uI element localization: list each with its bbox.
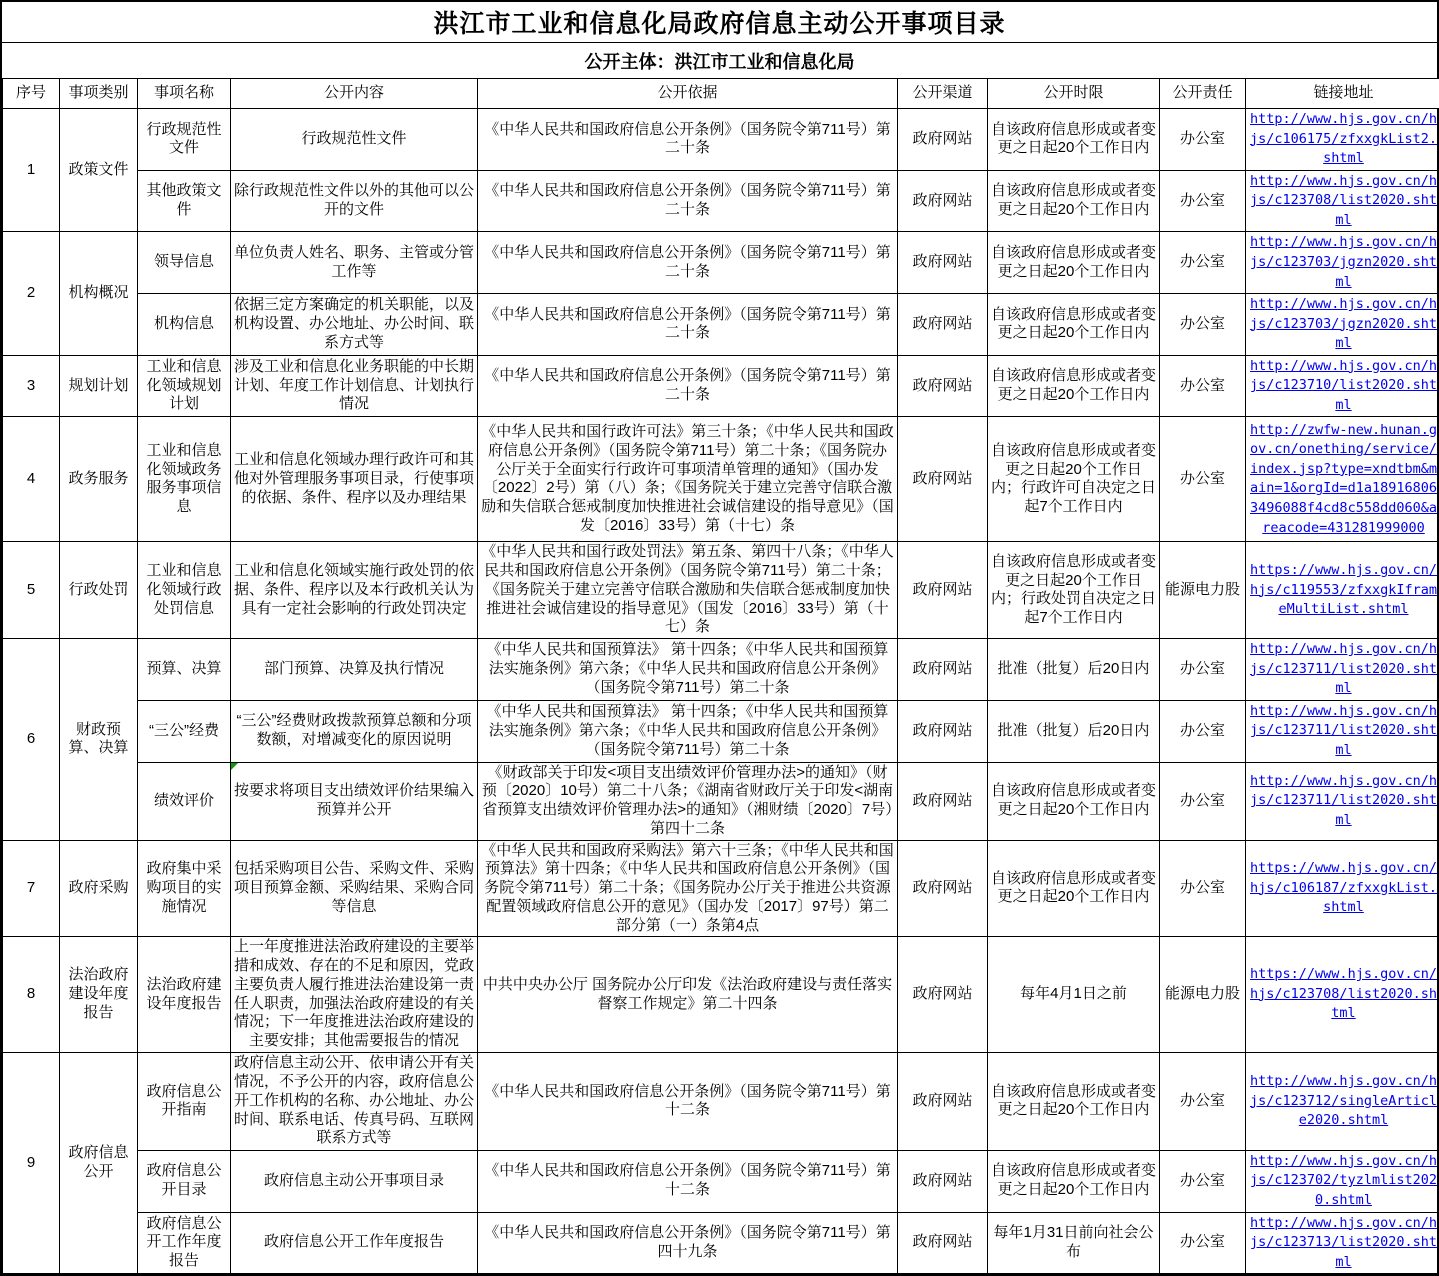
cell-responsibility: 办公室 (1160, 109, 1246, 171)
link-url[interactable]: http://www.hjs.gov.cn/hjs/c123708/list2020.shtml (1249, 172, 1438, 231)
cell-basis: 《中华人民共和国政府信息公开条例》（国务院令第711号）第二十条 (478, 109, 898, 171)
cell-responsibility: 办公室 (1160, 232, 1246, 294)
cell-content: 政府信息主动公开事项目录 (231, 1150, 478, 1212)
cell-category: 财政预算、决算 (60, 639, 138, 840)
cell-link (1246, 639, 1439, 701)
cell-link (1246, 542, 1439, 639)
link-url[interactable]: http://www.hjs.gov.cn/hjs/c123703/jgzn2020.shtml (1249, 295, 1438, 354)
cell-channel: 政府网站 (898, 1052, 988, 1150)
cell-name: 工业和信息化领域政务服务事项信息 (138, 417, 231, 542)
cell-responsibility: 能源电力股 (1160, 937, 1246, 1053)
table-header-row (3, 79, 1439, 109)
cell-basis: 《中华人民共和国政府信息公开条例》（国务院令第711号）第十二条 (478, 1150, 898, 1212)
table-row (3, 232, 1439, 294)
cell-name: 预算、决算 (138, 639, 231, 701)
cell-time-limit: 自该政府信息形成或者变更之日起20个工作日内；行政处罚自决定之日起7个工作日内 (988, 542, 1160, 639)
cell-link (1246, 109, 1439, 171)
cell-link (1246, 700, 1439, 762)
cell-time-limit: 自该政府信息形成或者变更之日起20个工作日内 (988, 840, 1160, 937)
cell-channel: 政府网站 (898, 840, 988, 937)
cell-basis: 《中华人民共和国政府信息公开条例》（国务院令第711号）第二十条 (478, 170, 898, 232)
cell-link (1246, 937, 1439, 1053)
cell-no: 1 (3, 109, 60, 232)
table-row (3, 294, 1439, 356)
cell-channel: 政府网站 (898, 232, 988, 294)
cell-basis: 中共中央办公厅 国务院办公厅印发《法治政府建设与责任落实督察工作规定》第二十四条 (478, 937, 898, 1053)
link-url[interactable]: http://www.hjs.gov.cn/hjs/c123702/tyzlmlist2020.shtml (1249, 1152, 1438, 1211)
cell-basis: 《中华人民共和国预算法》 第十四条；《中华人民共和国预算法实施条例》第六条；《中华人民共和国政府信息公开条例》（国务院令第711号）第二十条 (478, 639, 898, 701)
cell-no: 6 (3, 639, 60, 840)
cell-name: 其他政策文件 (138, 170, 231, 232)
cell-link (1246, 1212, 1439, 1274)
cell-link (1246, 355, 1439, 417)
cell-name: 政府信息公开目录 (138, 1150, 231, 1212)
cell-time-limit: 自该政府信息形成或者变更之日起20个工作日内 (988, 232, 1160, 294)
cell-basis: 《中华人民共和国行政处罚法》第五条、第四十八条；《中华人民共和国政府信息公开条例》（国务院令第711号）第二十条；《国务院关于建立完善守信联合激励和失信联合惩戒制度加快推进社会诚信建设的指导意见》（国发〔2016〕33号）第（十七）条 (478, 542, 898, 639)
column-header-col-category: 事项类别 (60, 79, 138, 109)
table-row (3, 639, 1439, 701)
cell-basis: 《中华人民共和国政府信息公开条例》（国务院令第711号）第二十条 (478, 294, 898, 356)
table-row (3, 840, 1439, 937)
table-row (3, 542, 1439, 639)
cell-corner-marker (231, 763, 238, 770)
cell-time-limit: 每年4月1日之前 (988, 937, 1160, 1053)
cell-basis: 《中华人民共和国行政许可法》第三十条；《中华人民共和国政府信息公开条例》（国务院令第711号）第二十条；《国务院办公厅关于全面实行行政许可事项清单管理的通知》（国办发〔2022〕2号）第（八）条；《国务院关于建立完善守信联合激励和失信联合惩戒制度加快推进社会诚信建设的指导意见》（国发〔2016〕33号）第（十七）条 (478, 417, 898, 542)
cell-responsibility: 办公室 (1160, 1150, 1246, 1212)
cell-time-limit: 自该政府信息形成或者变更之日起20个工作日内 (988, 762, 1160, 840)
column-header-col-link: 链接地址 (1246, 79, 1439, 109)
cell-time-limit: 自该政府信息形成或者变更之日起20个工作日内 (988, 355, 1160, 417)
link-url[interactable]: http://zwfw-new.hunan.gov.cn/onething/service/index.jsp?type=xndtbm&main=1&orgId=d1a189168063496088f4cd8c558dd060&areacode=431281999000 (1249, 421, 1438, 538)
cell-channel: 政府网站 (898, 355, 988, 417)
link-url[interactable]: http://www.hjs.gov.cn/hjs/c123703/jgzn2020.shtml (1249, 233, 1438, 292)
cell-category: 法治政府建设年度报告 (60, 937, 138, 1053)
cell-basis: 《中华人民共和国政府信息公开条例》（国务院令第711号）第十二条 (478, 1052, 898, 1150)
cell-category: 政府采购 (60, 840, 138, 937)
cell-content: 按要求将项目支出绩效评价结果编入预算并公开 (231, 762, 478, 840)
link-url[interactable]: http://www.hjs.gov.cn/hjs/c123711/list2020.shtml (1249, 640, 1438, 699)
cell-no: 9 (3, 1052, 60, 1273)
column-header-col-time-limit: 公开时限 (988, 79, 1160, 109)
cell-responsibility: 办公室 (1160, 1052, 1246, 1150)
cell-content: 涉及工业和信息化业务职能的中长期计划、年度工作计划信息、计划执行情况 (231, 355, 478, 417)
cell-channel: 政府网站 (898, 542, 988, 639)
cell-link (1246, 762, 1439, 840)
cell-content: 政府信息公开工作年度报告 (231, 1212, 478, 1274)
cell-content: 部门预算、决算及执行情况 (231, 639, 478, 701)
cell-content: 除行政规范性文件以外的其他可以公开的文件 (231, 170, 478, 232)
cell-content: 政府信息主动公开、依申请公开有关情况，不予公开的内容，政府信息公开工作机构的名称、办公地址、办公时间、联系电话、传真号码、互联网联系方式等 (231, 1052, 478, 1150)
cell-basis: 《中华人民共和国政府采购法》第六十三条；《中华人民共和国预算法》第十四条；《中华人民共和国政府信息公开条例》（国务院令第711号）第二十条；《国务院办公厅关于推进公共资源配置领域政府信息公开的意见》（国办发〔2017〕97号）第二部分第（一）条第4点 (478, 840, 898, 937)
column-header-col-content: 公开内容 (231, 79, 478, 109)
link-url[interactable]: https://www.hjs.gov.cn/hjs/c106187/zfxxgkList.shtml (1249, 859, 1438, 918)
cell-no: 4 (3, 417, 60, 542)
column-header-col-responsibility: 公开责任 (1160, 79, 1246, 109)
cell-time-limit: 批准（批复）后20日内 (988, 639, 1160, 701)
cell-responsibility: 办公室 (1160, 1212, 1246, 1274)
cell-channel: 政府网站 (898, 170, 988, 232)
cell-no: 5 (3, 542, 60, 639)
cell-content: 工业和信息化领域实施行政处罚的依据、条件、程序以及本行政机关认为具有一定社会影响的行政处罚决定 (231, 542, 478, 639)
column-header-col-channel: 公开渠道 (898, 79, 988, 109)
cell-channel: 政府网站 (898, 294, 988, 356)
cell-name: 绩效评价 (138, 762, 231, 840)
table-row (3, 355, 1439, 417)
cell-basis: 《中华人民共和国政府信息公开条例》（国务院令第711号）第二十条 (478, 355, 898, 417)
cell-no: 8 (3, 937, 60, 1053)
cell-content: 上一年度推进法治政府建设的主要举措和成效、存在的不足和原因，党政主要负责人履行推进法治建设第一责任人职责，加强法治政府建设的有关情况；下一年度推进法治政府建设的主要安排；其他需要报告的情况 (231, 937, 478, 1053)
cell-content: 行政规范性文件 (231, 109, 478, 171)
cell-name: 法治政府建设年度报告 (138, 937, 231, 1053)
cell-name: 政府信息公开指南 (138, 1052, 231, 1150)
link-url[interactable]: http://www.hjs.gov.cn/hjs/c106175/zfxxgkList2.shtml (1249, 110, 1438, 169)
cell-content: 包括采购项目公告、采购文件、采购项目预算金额、采购结果、采购合同等信息 (231, 840, 478, 937)
cell-content: 依据三定方案确定的机关职能，以及机构设置、办公地址、办公时间、联系方式等 (231, 294, 478, 356)
cell-category: 机构概况 (60, 232, 138, 355)
cell-channel: 政府网站 (898, 762, 988, 840)
cell-time-limit: 自该政府信息形成或者变更之日起20个工作日内 (988, 170, 1160, 232)
cell-basis: 《中华人民共和国政府信息公开条例》（国务院令第711号）第二十条 (478, 232, 898, 294)
cell-no: 7 (3, 840, 60, 937)
cell-basis: 《财政部关于印发<项目支出绩效评价管理办法>的通知》（财预〔2020〕10号）第二十八条；《湖南省财政厅关于印发<湖南省预算支出绩效评价管理办法>的通知》（湘财绩〔2020〕7号）第四十二条 (478, 762, 898, 840)
column-header-col-no: 序号 (3, 79, 60, 109)
table-row (3, 1212, 1439, 1274)
cell-name: 工业和信息化领域行政处罚信息 (138, 542, 231, 639)
cell-time-limit: 自该政府信息形成或者变更之日起20个工作日内；行政许可自决定之日起7个工作日内 (988, 417, 1160, 542)
link-url[interactable]: http://www.hjs.gov.cn/hjs/c123713/list2020.shtml (1249, 1214, 1438, 1273)
cell-name: 行政规范性 文件 (138, 109, 231, 171)
link-url[interactable]: http://www.hjs.gov.cn/hjs/c123712/singleArticle2020.shtml (1249, 1072, 1438, 1131)
cell-channel: 政府网站 (898, 109, 988, 171)
disclosure-items-table (2, 78, 1439, 1274)
cell-name: 领导信息 (138, 232, 231, 294)
link-url[interactable]: https://www.hjs.gov.cn/hjs/c119553/zfxxgkIframeMultiList.shtml (1249, 561, 1438, 620)
table-row (3, 170, 1439, 232)
cell-link (1246, 840, 1439, 937)
cell-category: 规划计划 (60, 355, 138, 417)
cell-channel: 政府网站 (898, 1212, 988, 1274)
cell-name: 工业和信息化领域规划计划 (138, 355, 231, 417)
cell-time-limit: 自该政府信息形成或者变更之日起20个工作日内 (988, 1150, 1160, 1212)
cell-basis: 《中华人民共和国预算法》 第十四条；《中华人民共和国预算法实施条例》第六条；《中华人民共和国政府信息公开条例》（国务院令第711号）第二十条 (478, 700, 898, 762)
cell-responsibility: 办公室 (1160, 840, 1246, 937)
link-url[interactable]: https://www.hjs.gov.cn/hjs/c123708/list2020.shtml (1249, 965, 1438, 1024)
cell-content: 工业和信息化领域办理行政许可和其他对外管理服务事项目录，行使事项的依据、条件、程序以及办理结果 (231, 417, 478, 542)
cell-basis: 《中华人民共和国政府信息公开条例》（国务院令第711号）第四十九条 (478, 1212, 898, 1274)
cell-time-limit: 自该政府信息形成或者变更之日起20个工作日内 (988, 294, 1160, 356)
cell-name: 政府信息公开工作年度报告 (138, 1212, 231, 1274)
cell-responsibility: 办公室 (1160, 417, 1246, 542)
table-row (3, 700, 1439, 762)
table-row (3, 937, 1439, 1053)
cell-name: “三公”经费 (138, 700, 231, 762)
link-url[interactable]: http://www.hjs.gov.cn/hjs/c123711/list2020.shtml (1249, 772, 1438, 831)
table-row (3, 762, 1439, 840)
publisher-subtitle: 公开主体：洪江市工业和信息化局 (2, 43, 1437, 78)
cell-channel: 政府网站 (898, 639, 988, 701)
link-url[interactable]: http://www.hjs.gov.cn/hjs/c123711/list2020.shtml (1249, 702, 1438, 761)
cell-responsibility: 办公室 (1160, 700, 1246, 762)
cell-responsibility: 能源电力股 (1160, 542, 1246, 639)
cell-channel: 政府网站 (898, 1150, 988, 1212)
cell-time-limit: 每年1月31日前向社会公布 (988, 1212, 1160, 1274)
page-title: 洪江市工业和信息化局政府信息主动公开事项目录 (2, 2, 1437, 43)
cell-channel: 政府网站 (898, 417, 988, 542)
cell-responsibility: 办公室 (1160, 294, 1246, 356)
link-url[interactable]: http://www.hjs.gov.cn/hjs/c123710/list2020.shtml (1249, 357, 1438, 416)
cell-link (1246, 417, 1439, 542)
cell-time-limit: 自该政府信息形成或者变更之日起20个工作日内 (988, 109, 1160, 171)
column-header-col-basis: 公开依据 (478, 79, 898, 109)
cell-responsibility: 办公室 (1160, 170, 1246, 232)
cell-content: “三公”经费财政拨款预算总额和分项数额，对增减变化的原因说明 (231, 700, 478, 762)
cell-time-limit: 自该政府信息形成或者变更之日起20个工作日内 (988, 1052, 1160, 1150)
cell-link (1246, 170, 1439, 232)
cell-link (1246, 294, 1439, 356)
table-row (3, 1150, 1439, 1212)
cell-responsibility: 办公室 (1160, 762, 1246, 840)
column-header-col-item-name: 事项名称 (138, 79, 231, 109)
cell-link (1246, 1052, 1439, 1150)
cell-category: 行政处罚 (60, 542, 138, 639)
cell-category: 政务服务 (60, 417, 138, 542)
cell-responsibility: 办公室 (1160, 639, 1246, 701)
cell-link (1246, 232, 1439, 294)
table-row (3, 109, 1439, 171)
cell-category: 政策文件 (60, 109, 138, 232)
table-row (3, 1052, 1439, 1150)
cell-no: 3 (3, 355, 60, 417)
cell-content: 单位负责人姓名、职务、主管或分管工作等 (231, 232, 478, 294)
cell-channel: 政府网站 (898, 937, 988, 1053)
cell-time-limit: 批准（批复）后20日内 (988, 700, 1160, 762)
cell-no: 2 (3, 232, 60, 355)
cell-name: 机构信息 (138, 294, 231, 356)
cell-name: 政府集中采购项目的实施情况 (138, 840, 231, 937)
table-row (3, 417, 1439, 542)
cell-responsibility: 办公室 (1160, 355, 1246, 417)
cell-link (1246, 1150, 1439, 1212)
cell-category: 政府信息公开 (60, 1052, 138, 1273)
cell-channel: 政府网站 (898, 700, 988, 762)
